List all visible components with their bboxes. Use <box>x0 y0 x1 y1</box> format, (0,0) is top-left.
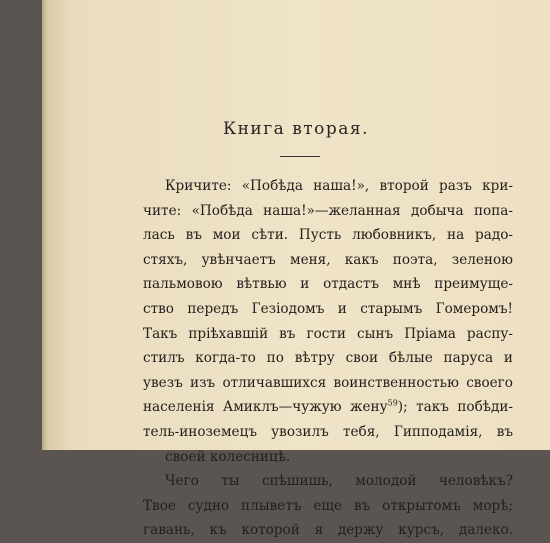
title-divider <box>280 156 320 157</box>
body-text <box>143 174 513 543</box>
page-gutter <box>42 0 48 450</box>
text-line: лась въ мои сѣти. Пусть любовникъ, на радо- <box>143 227 513 244</box>
text-segment: населенія Амиклъ—чужую жену <box>143 399 388 416</box>
book-page <box>42 0 550 539</box>
text-line: увезъ изъ отличавшихся воинственностью своего <box>143 374 513 391</box>
text-line: стилъ когда-то по вѣтру свои бѣлые паруса и <box>143 350 513 367</box>
text-line: Чего ты спѣшишь, молодой человѣкъ? <box>165 473 513 490</box>
text-line: Такъ пріѣхавшій въ гости сынъ Пріама распу- <box>143 325 513 342</box>
text-line-with-footnote <box>143 395 513 420</box>
text-line: тель-иноземецъ увозилъ тебя, Гипподамія, въ <box>143 423 513 440</box>
text-line: Кричите: «Побѣда наша!», второй разъ кри- <box>165 178 513 194</box>
footnote-ref: 59 <box>387 398 398 408</box>
text-segment: ); такъ побѣди- <box>397 399 513 416</box>
text-line: своей колесницѣ. <box>165 448 291 465</box>
text-line: Твое судно плыветъ еще въ открытомъ морѣ; <box>143 497 513 514</box>
chapter-title: Книга вторая. <box>222 119 370 139</box>
text-line: пальмовою вѣтвью и отдастъ мнѣ преимуще- <box>143 276 513 293</box>
text-line: стяхъ, увѣнчаетъ меня, какъ поэта, зеленою <box>143 251 513 268</box>
text-line: ство передъ Гезіодомъ и старымъ Гомеромъ! <box>143 300 513 317</box>
text-line: гавань, къ которой я держу курсъ, далеко. <box>143 522 513 539</box>
text-line: чите: «Побѣда наша!»—желанная добыча попа- <box>143 202 513 219</box>
